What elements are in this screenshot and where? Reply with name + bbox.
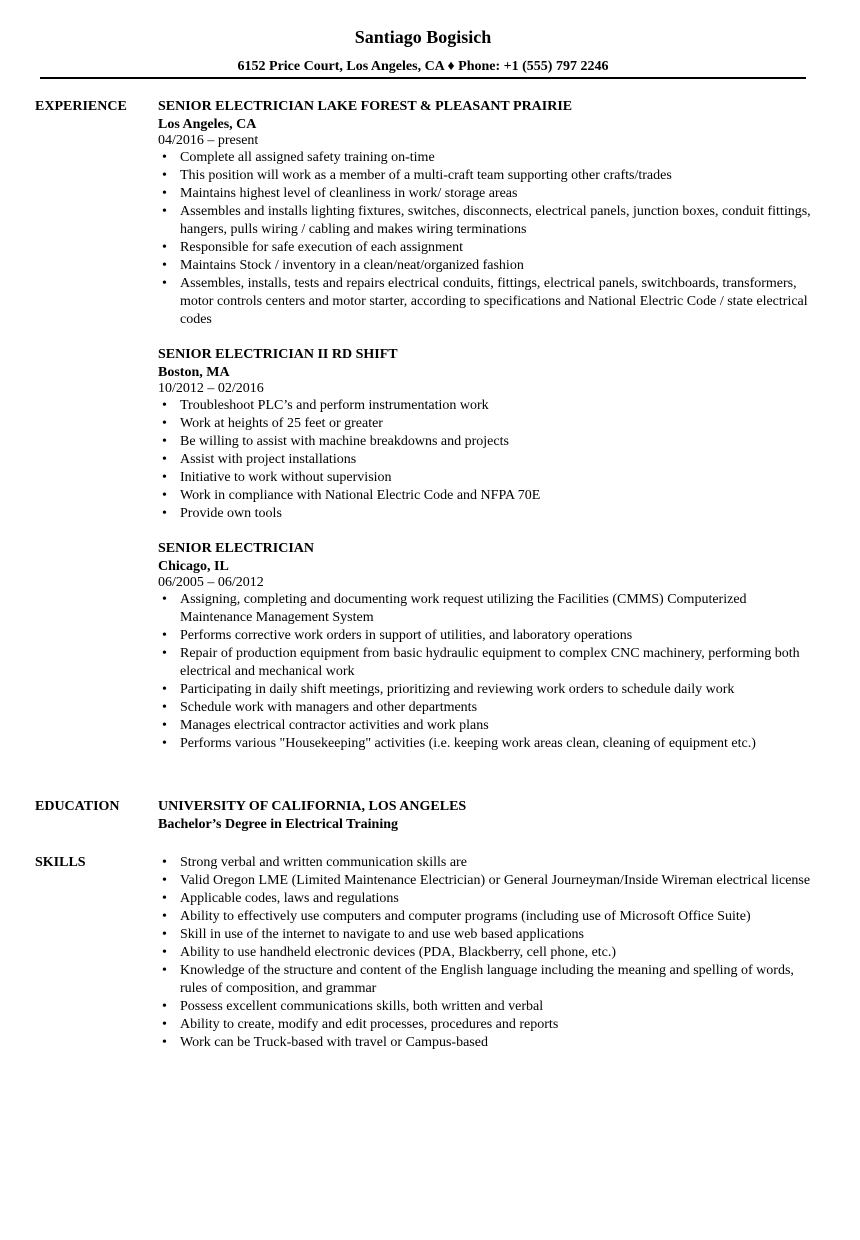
job-entry bbox=[158, 540, 818, 753]
list-item: • Work in compliance with National Electric Code and NFPA 70E bbox=[158, 487, 818, 505]
job-location: Los Angeles, CA bbox=[158, 117, 257, 132]
job-entry bbox=[158, 98, 818, 329]
list-item: • This position will work as a member of a multi-craft team supporting other crafts/trades bbox=[158, 167, 818, 185]
job-location: Boston, MA bbox=[158, 365, 230, 380]
list-item: • Schedule work with managers and other departments bbox=[158, 699, 818, 717]
list-item: • Ability to use handheld electronic devices (PDA, Blackberry, cell phone, etc.) bbox=[158, 944, 818, 962]
education-entry bbox=[158, 798, 818, 833]
job-duties bbox=[158, 591, 818, 753]
job-dates: 10/2012 – 02/2016 bbox=[158, 381, 264, 396]
list-item: • Ability to create, modify and edit processes, procedures and reports bbox=[158, 1016, 818, 1034]
list-item: • Manages electrical contractor activities and work plans bbox=[158, 717, 818, 735]
list-item: • Knowledge of the structure and content of the English language including the meaning and spelling of words, rules of composition, and grammar bbox=[158, 962, 818, 998]
resume-header bbox=[40, 24, 806, 76]
list-item: • Strong verbal and written communication skills are bbox=[158, 854, 818, 872]
job-duties bbox=[158, 149, 818, 329]
list-item: • Provide own tools bbox=[158, 505, 818, 523]
skills-list bbox=[158, 854, 818, 1052]
list-item: • Applicable codes, laws and regulations bbox=[158, 890, 818, 908]
candidate-name: Santiago Bogisich bbox=[354, 27, 492, 47]
list-item: • Complete all assigned safety training on-time bbox=[158, 149, 818, 167]
list-item: • Ability to effectively use computers and computer programs (including use of Microsoft Office Suite) bbox=[158, 908, 818, 926]
list-item: • Work can be Truck-based with travel or Campus-based bbox=[158, 1034, 818, 1052]
list-item: • Assist with project installations bbox=[158, 451, 818, 469]
list-item: • Assembles, installs, tests and repairs electrical conduits, fittings, electrical panels, switchboards, transformers, motor controls centers and motor starter, according to specifications and National Electric Code / state electrical codes bbox=[158, 275, 818, 329]
skills-bullets bbox=[158, 854, 818, 1052]
list-item: • Maintains highest level of cleanliness in work/ storage areas bbox=[158, 185, 818, 203]
job-title: SENIOR ELECTRICIAN LAKE FOREST & PLEASANT PRAIRIE bbox=[158, 99, 573, 114]
school-name: UNIVERSITY OF CALIFORNIA, LOS ANGELES bbox=[158, 799, 467, 814]
list-item: • Assembles and installs lighting fixtures, switches, disconnects, electrical panels, junction boxes, conduit fittings, hangers, pulls wiring / cabling and makes wiring terminations bbox=[158, 203, 818, 239]
list-item: • Performs corrective work orders in support of utilities, and laboratory operations bbox=[158, 627, 818, 645]
list-item: • Performs various "Housekeeping" activities (i.e. keeping work areas clean, cleaning of equipment etc.) bbox=[158, 735, 818, 753]
list-item: • Responsible for safe execution of each assignment bbox=[158, 239, 818, 257]
list-item: • Initiative to work without supervision bbox=[158, 469, 818, 487]
section-label-skills: SKILLS bbox=[35, 855, 86, 870]
section-label-experience: EXPERIENCE bbox=[35, 99, 127, 114]
list-item: • Troubleshoot PLC’s and perform instrumentation work bbox=[158, 397, 818, 415]
list-item: • Participating in daily shift meetings, prioritizing and reviewing work orders to schedule daily work bbox=[158, 681, 818, 699]
section-label-education: EDUCATION bbox=[35, 799, 120, 814]
degree: Bachelor’s Degree in Electrical Training bbox=[158, 817, 399, 832]
job-title: SENIOR ELECTRICIAN II RD SHIFT bbox=[158, 347, 398, 362]
list-item: • Assigning, completing and documenting work request utilizing the Facilities (CMMS) Computerized Maintenance Management System bbox=[158, 591, 818, 627]
header-divider bbox=[40, 77, 806, 79]
job-dates: 06/2005 – 06/2012 bbox=[158, 575, 264, 590]
contact-line: 6152 Price Court, Los Angeles, CA ♦ Phone: +1 (555) 797 2246 bbox=[237, 59, 609, 74]
list-item: • Valid Oregon LME (Limited Maintenance Electrician) or General Journeyman/Inside Wireman electrical license bbox=[158, 872, 818, 890]
list-item: • Work at heights of 25 feet or greater bbox=[158, 415, 818, 433]
job-entry bbox=[158, 346, 818, 523]
job-dates: 04/2016 – present bbox=[158, 133, 259, 148]
list-item: • Maintains Stock / inventory in a clean/neat/organized fashion bbox=[158, 257, 818, 275]
list-item: • Repair of production equipment from basic hydraulic equipment to complex CNC machinery, performing both electrical and mechanical work bbox=[158, 645, 818, 681]
job-location: Chicago, IL bbox=[158, 559, 229, 574]
job-duties bbox=[158, 397, 818, 523]
job-title: SENIOR ELECTRICIAN bbox=[158, 541, 314, 556]
experience-list bbox=[158, 98, 818, 770]
list-item: • Be willing to assist with machine breakdowns and projects bbox=[158, 433, 818, 451]
list-item: • Possess excellent communications skills, both written and verbal bbox=[158, 998, 818, 1016]
list-item: • Skill in use of the internet to navigate to and use web based applications bbox=[158, 926, 818, 944]
